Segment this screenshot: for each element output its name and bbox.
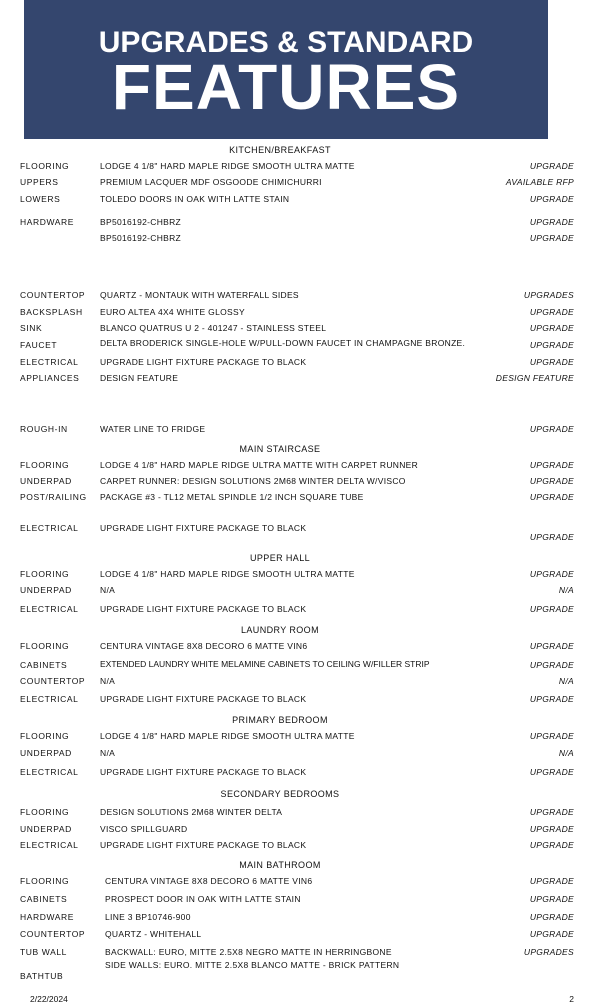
spec-description: BLANCO QUATRUS U 2 - 401247 - STAINLESS STEEL <box>100 323 327 333</box>
spec-description: CARPET RUNNER: DESIGN SOLUTIONS 2M68 WINTER DELTA W/VISCO <box>100 476 406 486</box>
spec-status: N/A <box>558 676 574 686</box>
spec-status: UPGRADES <box>523 947 574 957</box>
spec-status: N/A <box>558 748 574 758</box>
spec-status: DESIGN FEATURE <box>495 373 574 383</box>
spec-row <box>0 912 612 924</box>
spec-status: UPGRADE <box>529 894 574 904</box>
spec-status: N/A <box>558 585 574 595</box>
spec-row <box>0 523 612 542</box>
spec-description: UPGRADE LIGHT FIXTURE PACKAGE TO BLACK <box>100 767 307 777</box>
spec-label: HARDWARE <box>20 217 75 227</box>
spec-description: UPGRADE LIGHT FIXTURE PACKAGE TO BLACK <box>100 523 307 533</box>
spec-status: UPGRADES <box>523 290 574 300</box>
section-title-primary-bedroom: PRIMARY BEDROOM <box>232 715 328 725</box>
spec-label: BATHTUB <box>20 971 64 981</box>
spec-label: LOWERS <box>20 194 61 204</box>
spec-label: ELECTRICAL <box>20 604 79 614</box>
spec-status: UPGRADE <box>529 824 574 834</box>
spec-status: UPGRADE <box>529 233 574 243</box>
spec-label: ELECTRICAL <box>20 767 79 777</box>
spec-description: N/A <box>100 676 116 686</box>
spec-description: UPGRADE LIGHT FIXTURE PACKAGE TO BLACK <box>100 604 307 614</box>
spec-label: COUNTERTOP <box>20 929 86 939</box>
spec-status: UPGRADE <box>529 807 574 817</box>
spec-label: ELECTRICAL <box>20 357 79 367</box>
spec-row <box>0 971 612 983</box>
spec-status: UPGRADE <box>529 767 574 777</box>
spec-label: FLOORING <box>20 641 70 651</box>
spec-row <box>0 476 612 488</box>
section-title-staircase: MAIN STAIRCASE <box>239 444 321 454</box>
spec-label: UNDERPAD <box>20 476 72 486</box>
spec-status: UPGRADE <box>529 340 574 350</box>
spec-description: EXTENDED LAUNDRY WHITE MELAMINE CABINETS TO CEILING W/FILLER STRIP <box>100 659 430 669</box>
page-number: 2 <box>569 994 574 1004</box>
spec-status: UPGRADE <box>529 660 574 670</box>
spec-row <box>0 748 612 760</box>
spec-row <box>0 876 612 888</box>
spec-row <box>0 177 612 189</box>
spec-description: EURO ALTEA 4X4 WHITE GLOSSY <box>100 307 245 317</box>
spec-label: UNDERPAD <box>20 585 72 595</box>
spec-description: DESIGN SOLUTIONS 2M68 WINTER DELTA <box>100 807 283 817</box>
spec-status: UPGRADE <box>529 840 574 850</box>
section-title-main-bathroom: MAIN BATHROOM <box>239 860 321 870</box>
spec-status: UPGRADE <box>529 532 574 542</box>
spec-label: ELECTRICAL <box>20 694 79 704</box>
title-banner <box>24 0 548 139</box>
spec-row <box>0 161 612 173</box>
banner-title-line1: UPGRADES & STANDARD <box>98 26 474 59</box>
spec-row <box>0 660 612 672</box>
spec-label: ELECTRICAL <box>20 840 79 850</box>
section-title-upper-hall: UPPER HALL <box>249 553 311 563</box>
spec-status: UPGRADE <box>529 217 574 227</box>
spec-row <box>0 569 612 581</box>
spec-row <box>0 731 612 743</box>
section-title-laundry: LAUNDRY ROOM <box>241 625 319 635</box>
spec-row <box>0 894 612 906</box>
spec-label: UNDERPAD <box>20 748 72 758</box>
spec-description: N/A <box>100 748 116 758</box>
spec-description: UPGRADE LIGHT FIXTURE PACKAGE TO BLACK <box>100 694 307 704</box>
spec-status: UPGRADE <box>529 307 574 317</box>
spec-row <box>0 194 612 206</box>
spec-label: COUNTERTOP <box>20 290 86 300</box>
spec-row <box>0 824 612 836</box>
spec-row <box>0 307 612 319</box>
banner-title-line2: FEATURES <box>111 51 461 123</box>
spec-status: UPGRADE <box>529 569 574 579</box>
spec-description: QUARTZ - MONTAUK WITH WATERFALL SIDES <box>100 290 299 300</box>
spec-label: SINK <box>20 323 43 333</box>
spec-description: WATER LINE TO FRIDGE <box>100 424 206 434</box>
spec-status: UPGRADE <box>529 460 574 470</box>
spec-row <box>0 233 612 245</box>
spec-label: FAUCET <box>20 340 58 350</box>
spec-row <box>0 676 612 688</box>
spec-description: QUARTZ - WHITEHALL <box>105 929 202 939</box>
spec-label: FLOORING <box>20 460 70 470</box>
spec-description: VISCO SPILLGUARD <box>100 824 188 834</box>
spec-row <box>0 217 612 229</box>
spec-row <box>0 585 612 597</box>
spec-label: POST/RAILING <box>20 492 87 502</box>
spec-label: ELECTRICAL <box>20 523 79 533</box>
spec-description: PROSPECT DOOR IN OAK WITH LATTE STAIN <box>105 894 301 904</box>
spec-row <box>0 767 612 779</box>
spec-row <box>0 807 612 819</box>
spec-status: UPGRADE <box>529 641 574 651</box>
spec-label: FLOORING <box>20 876 70 886</box>
spec-row <box>0 492 612 504</box>
spec-status: UPGRADE <box>529 161 574 171</box>
spec-status: UPGRADE <box>529 694 574 704</box>
spec-row <box>0 947 612 973</box>
spec-row <box>0 323 612 335</box>
spec-description-secondary: SIDE WALLS: EURO. MITTE 2.5X8 BLANCO MATTE - BRICK PATTERN <box>105 960 400 970</box>
spec-label: APPLIANCES <box>20 373 80 383</box>
spec-row <box>0 929 612 941</box>
spec-description: LINE 3 BP10746-900 <box>105 912 191 922</box>
spec-label: UPPERS <box>20 177 59 187</box>
spec-row <box>0 604 612 616</box>
spec-description: CENTURA VINTAGE 8X8 DECORO 6 MATTE VIN6 <box>105 876 313 886</box>
spec-status: UPGRADE <box>529 876 574 886</box>
spec-status: UPGRADE <box>529 604 574 614</box>
spec-row <box>0 357 612 369</box>
spec-row <box>0 840 612 852</box>
spec-status: UPGRADE <box>529 912 574 922</box>
footer-date: 2/22/2024 <box>30 994 68 1004</box>
spec-description: CENTURA VINTAGE 8X8 DECORO 6 MATTE VIN6 <box>100 641 308 651</box>
spec-label: FLOORING <box>20 569 70 579</box>
spec-description: LODGE 4 1/8" HARD MAPLE RIDGE ULTRA MATTE WITH CARPET RUNNER <box>100 460 419 470</box>
spec-status: AVAILABLE RFP <box>505 177 574 187</box>
spec-status: UPGRADE <box>529 731 574 741</box>
spec-label: UNDERPAD <box>20 824 72 834</box>
spec-status: UPGRADE <box>529 492 574 502</box>
spec-row <box>0 424 612 436</box>
spec-row <box>0 290 612 302</box>
spec-description: UPGRADE LIGHT FIXTURE PACKAGE TO BLACK <box>100 357 307 367</box>
spec-label: HARDWARE <box>20 912 75 922</box>
spec-row <box>0 373 612 385</box>
spec-description: BP5016192-CHBRZ <box>100 217 182 227</box>
spec-status: UPGRADE <box>529 194 574 204</box>
spec-row <box>0 340 612 352</box>
section-title-kitchen: KITCHEN/BREAKFAST <box>229 145 331 155</box>
spec-status: UPGRADE <box>529 357 574 367</box>
spec-description: DESIGN FEATURE <box>100 373 179 383</box>
spec-label: FLOORING <box>20 731 70 741</box>
spec-description: UPGRADE LIGHT FIXTURE PACKAGE TO BLACK <box>100 840 307 850</box>
spec-label: FLOORING <box>20 161 70 171</box>
spec-label: FLOORING <box>20 807 70 817</box>
spec-description: N/A <box>100 585 116 595</box>
spec-description: LODGE 4 1/8" HARD MAPLE RIDGE SMOOTH ULTRA MATTE <box>100 161 355 171</box>
spec-label: BACKSPLASH <box>20 307 83 317</box>
spec-description: PACKAGE #3 - TL12 METAL SPINDLE 1/2 INCH SQUARE TUBE <box>100 492 364 502</box>
spec-description: BACKWALL: EURO, MITTE 2.5X8 NEGRO MATTE IN HERRINGBONE <box>105 947 392 957</box>
spec-description: LODGE 4 1/8" HARD MAPLE RIDGE SMOOTH ULTRA MATTE <box>100 731 355 741</box>
spec-status: UPGRADE <box>529 929 574 939</box>
spec-description: BP5016192-CHBRZ <box>100 233 182 243</box>
spec-label: COUNTERTOP <box>20 676 86 686</box>
spec-description: PREMIUM LACQUER MDF OSGOODE CHIMICHURRI <box>100 177 322 187</box>
spec-description: LODGE 4 1/8" HARD MAPLE RIDGE SMOOTH ULTRA MATTE <box>100 569 355 579</box>
spec-status: UPGRADE <box>529 323 574 333</box>
spec-label: ROUGH-IN <box>20 424 68 434</box>
spec-label: CABINETS <box>20 660 68 670</box>
spec-label: CABINETS <box>20 894 68 904</box>
section-title-secondary-bedrooms: SECONDARY BEDROOMS <box>220 789 340 799</box>
spec-row <box>0 460 612 472</box>
spec-status: UPGRADE <box>529 424 574 434</box>
spec-row <box>0 694 612 706</box>
spec-description: TOLEDO DOORS IN OAK WITH LATTE STAIN <box>100 194 290 204</box>
spec-description: DELTA BRODERICK SINGLE-HOLE W/PULL-DOWN FAUCET IN CHAMPAGNE BRONZE. <box>100 338 466 348</box>
spec-row <box>0 641 612 653</box>
spec-label: TUB WALL <box>20 947 67 957</box>
spec-status: UPGRADE <box>529 476 574 486</box>
